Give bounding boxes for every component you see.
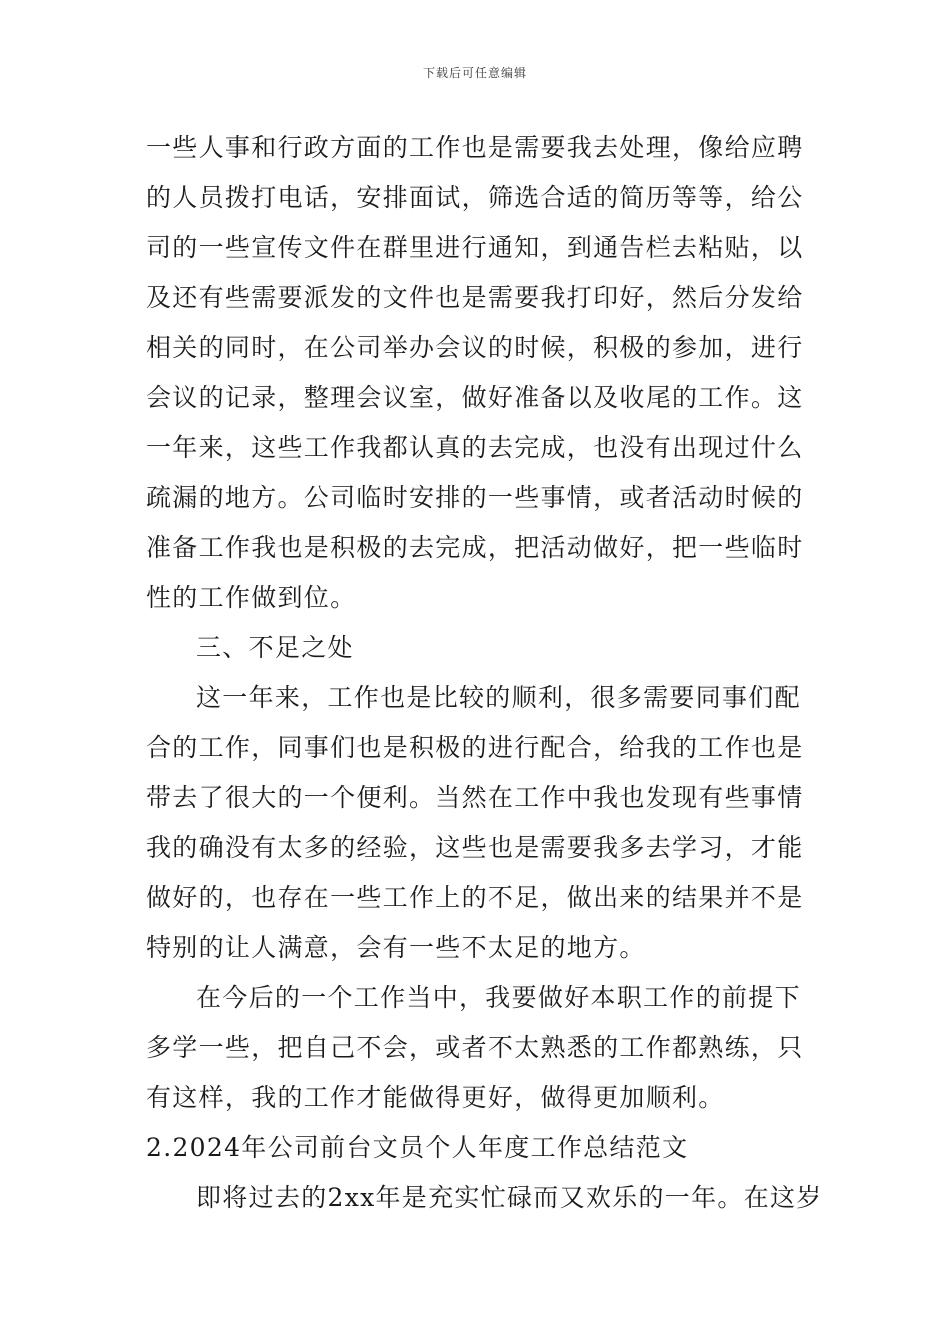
section-heading: 三、不足之处	[196, 633, 354, 662]
paragraph-first-line: 即将过去的2xx年是充实忙碌而又欢乐的一年。在这岁	[196, 1183, 823, 1212]
text-line: 特别的让人满意，会有一些不太足的地方。	[146, 933, 646, 962]
text-line: 性的工作做到位。	[146, 583, 357, 612]
text-line: 一些人事和行政方面的工作也是需要我去处理，像给应聘	[146, 133, 804, 162]
text-line: 我的确没有太多的经验，这些也是需要我多去学习，才能	[146, 833, 804, 862]
article-title: 2.2024年公司前台文员个人年度工作总结范文	[146, 1133, 689, 1162]
text-line: 一年来，这些工作我都认真的去完成，也没有出现过什么	[146, 433, 804, 462]
text-line: 及还有些需要派发的文件也是需要我打印好，然后分发给	[146, 283, 804, 312]
text-line: 司的一些宣传文件在群里进行通知，到通告栏去粘贴，以	[146, 233, 804, 262]
text-line: 会议的记录，整理会议室，做好准备以及收尾的工作。这	[146, 383, 804, 412]
paragraph-first-line: 这一年来，工作也是比较的顺利，很多需要同事们配	[196, 683, 801, 712]
text-line: 相关的同时，在公司举办会议的时候，积极的参加，进行	[146, 333, 804, 362]
text-line: 的人员拨打电话，安排面试，筛选合适的简历等等，给公	[146, 183, 804, 212]
text-line: 带去了很大的一个便利。当然在工作中我也发现有些事情	[146, 783, 804, 812]
paragraph-first-line: 在今后的一个工作当中，我要做好本职工作的前提下	[196, 983, 801, 1012]
text-line: 疏漏的地方。公司临时安排的一些事情，或者活动时候的	[146, 483, 804, 512]
page-header: 下载后可任意编辑	[422, 66, 527, 80]
text-line: 合的工作，同事们也是积极的进行配合，给我的工作也是	[146, 733, 804, 762]
text-line: 有这样，我的工作才能做得更好，做得更加顺利。	[146, 1083, 725, 1112]
text-line: 做好的，也存在一些工作上的不足，做出来的结果并不是	[146, 883, 804, 912]
text-line: 准备工作我也是积极的去完成，把活动做好，把一些临时	[146, 533, 804, 562]
text-line: 多学一些，把自己不会，或者不太熟悉的工作都熟练，只	[146, 1033, 804, 1062]
